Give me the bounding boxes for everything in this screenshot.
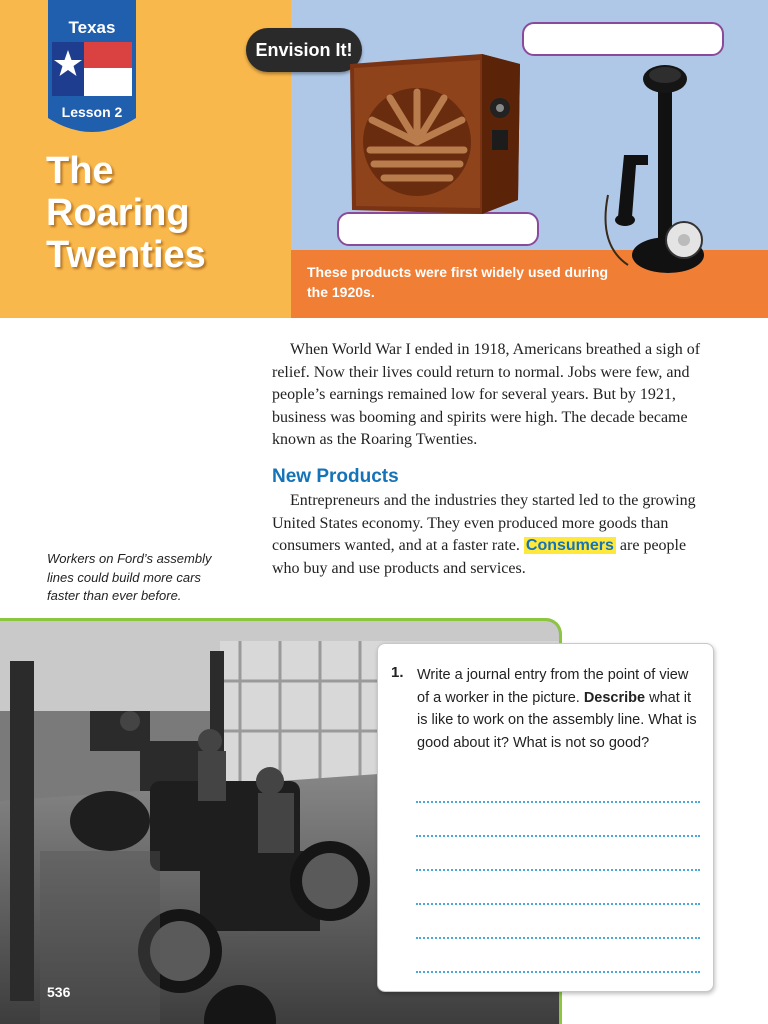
answer-line[interactable] [416, 869, 700, 871]
vocab-term-consumers[interactable]: Consumers [525, 537, 614, 555]
section-heading: New Products [272, 466, 399, 487]
lesson-title-line: Twenties [46, 234, 206, 276]
activity-text: Write a journal entry from the point of view of a worker in the picture. [417, 667, 689, 706]
answer-line[interactable] [416, 801, 700, 803]
candlestick-telephone-image [588, 45, 718, 275]
lesson-title [46, 150, 286, 276]
new-products-paragraph [272, 490, 702, 580]
activity-text: what it is like to work on the assembly line. What is good about it? What is not so good? [417, 689, 697, 751]
paragraph-text: are people who buy and use products and services. [272, 537, 687, 577]
answer-line[interactable] [416, 937, 700, 939]
lesson-title-line: Roaring [46, 192, 190, 234]
paragraph-text: Entrepreneurs and the industries they started led to the growing United States economy. They even produced more goods than consumers wanted, and at a faster rate. [272, 492, 696, 555]
lesson-title-line: The [46, 150, 114, 192]
envision-it-label: Envision It! [246, 28, 362, 72]
badge-lesson: Lesson 2 [61, 104, 123, 120]
activity-number: 1. [391, 664, 404, 681]
intro-paragraph: When World War I ended in 1918, Americans breathed a sigh of relief. Now their lives could return to normal. Jobs were few, and people’s earnings remained low for several years. But by 1921, business was booming and spirits were high. The decade became known as the Roaring Twenties. [272, 341, 701, 449]
products-caption: These products were first widely used during the 1920s. [307, 264, 609, 300]
answer-line[interactable] [416, 903, 700, 905]
activity-keyword: Describe [583, 689, 646, 706]
photo-caption: Workers on Ford’s assembly lines could build more cars faster than ever before. [47, 551, 212, 603]
activity-prompt [417, 664, 702, 754]
radio-image [342, 50, 527, 218]
answer-line[interactable] [416, 835, 700, 837]
answer-line[interactable] [416, 971, 700, 973]
page-number: 536 [47, 984, 71, 1000]
badge-state: Texas [68, 18, 116, 37]
